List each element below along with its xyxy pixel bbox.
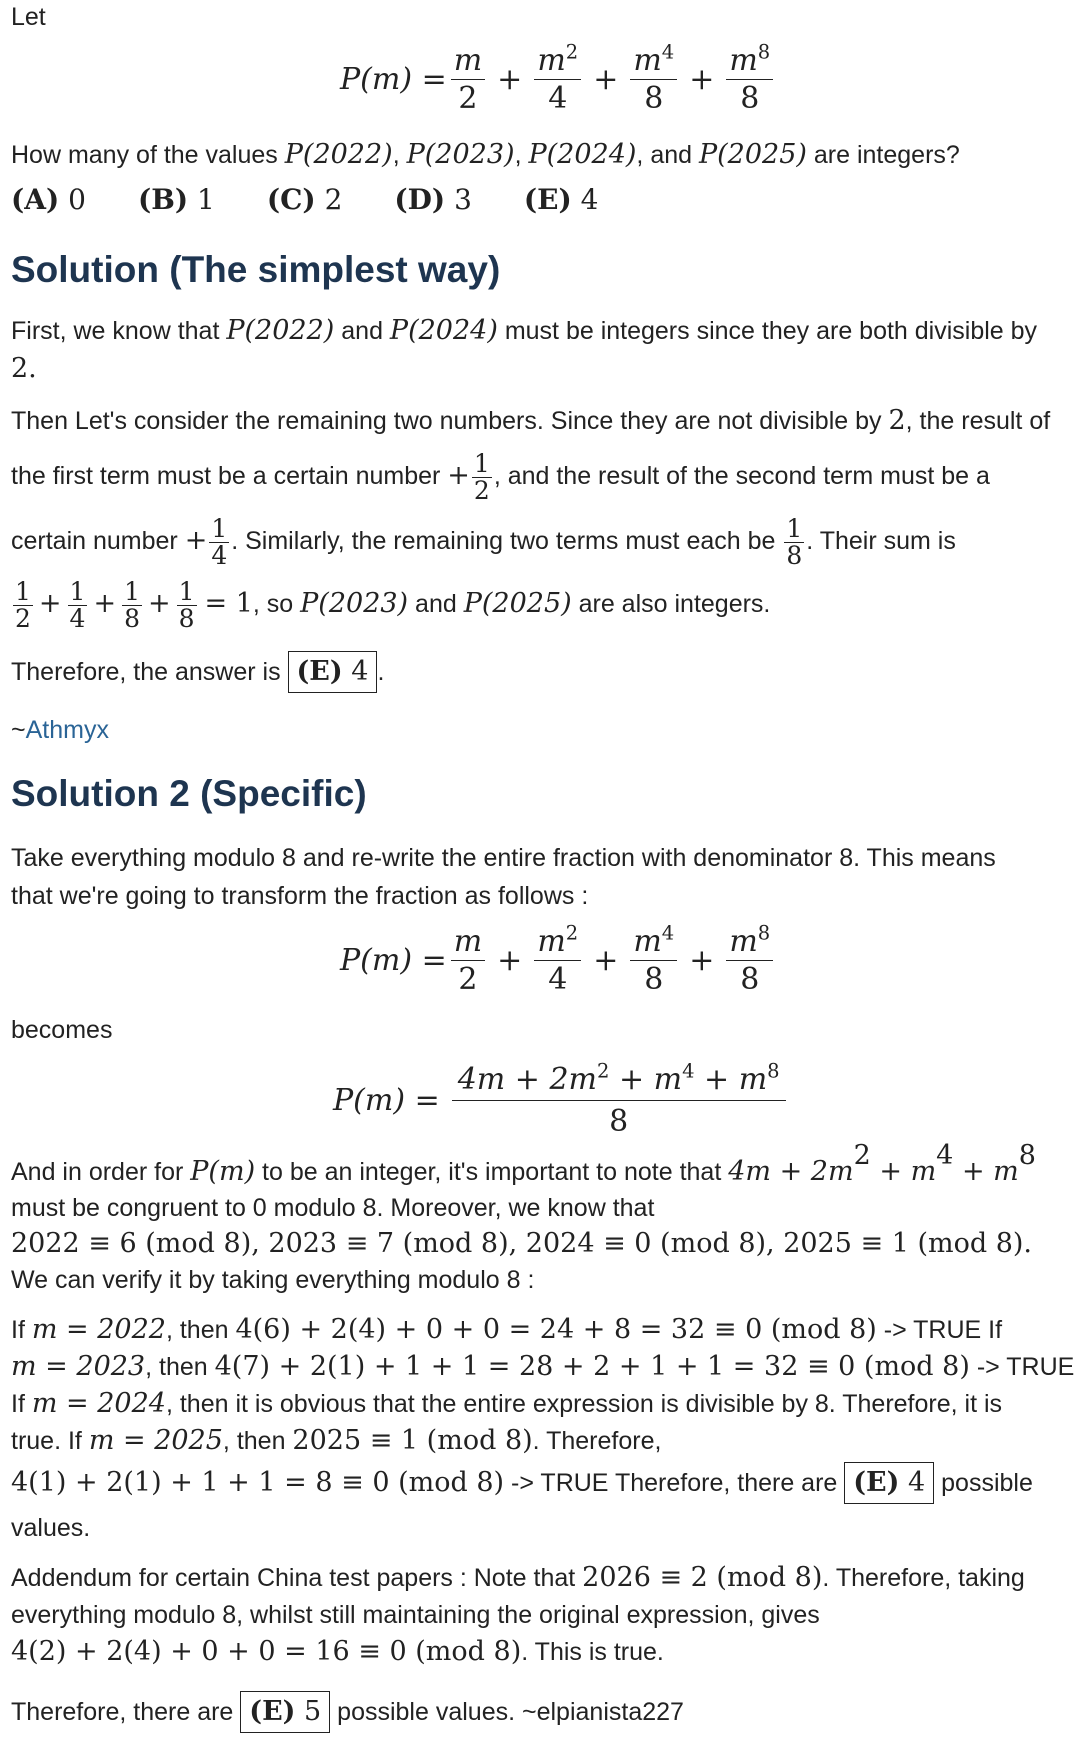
let-text: Let xyxy=(11,3,46,31)
eq-term-3: $\frac{m^4}{8}$ xyxy=(630,44,677,115)
sol2-answer-box: (E) 4 xyxy=(844,1462,934,1504)
final-answer-box: (E) 5 xyxy=(240,1691,330,1733)
sol2-line-values: values. xyxy=(11,1514,91,1542)
sol1-answer-box: (E) 4 xyxy=(288,651,378,693)
sol2-line-3: And in order for P(m) to be an integer, it's important to note that $4m + 2m^2 + m^4 + m^8$ xyxy=(11,1139,1036,1187)
final-line: Therefore, there are (E) 5 possible values. ~elpianista227 xyxy=(11,1690,684,1734)
answer-choices xyxy=(11,183,598,216)
sol2-check-2022: If m = 2022, then 4(6) + 2(4) + 0 + 0 = 24 + 8 = 32 ≡ 0 (mod 8) -> TRUE If xyxy=(11,1314,1003,1345)
sol1-answer-line: Therefore, the answer is (E) 4 . xyxy=(11,650,384,694)
sol1-line-3: Then Let's consider the remaining two numbers. Since they are not divisible by 2, the result of xyxy=(11,405,1051,436)
solution-1-heading: Solution (The simplest way) xyxy=(11,249,501,290)
author-link-athmyx[interactable]: Athmyx xyxy=(25,716,109,744)
sol2-line-2: that we're going to transform the fraction as follows : xyxy=(11,882,589,910)
sol2-check-2025: true. If m = 2025, then 2025 ≡ 1 (mod 8). Therefore, xyxy=(11,1425,662,1456)
sol1-line-5: certain number + $\frac{1}{4}$ . Similarly, the remaining two terms must each be $\frac{1}{8}$ . Their sum is xyxy=(11,513,956,570)
equation-combined: P(m) = $\frac{4m + 2m^2 + m^4 + m^8}{8}$ xyxy=(333,1063,790,1138)
equation-p-of-m: P(m) = $\frac{m}{2}$ + $\frac{m^2}{4}$ + $\frac{m^4}{8}$ + $\frac{m^8}{8}$ xyxy=(340,44,777,115)
eq-lhs: P(m) = xyxy=(340,62,447,97)
sol1-line-1: First, we know that P(2022) and P(2024) must be integers since they are both divisible by xyxy=(11,315,1038,346)
sol2-result-line: 4(1) + 2(1) + 1 + 1 = 8 ≡ 0 (mod 8) -> TRUE Therefore, there are (E) 4 possible xyxy=(11,1461,1033,1505)
sol2-check-2023: m = 2023, then 4(7) + 2(1) + 1 + 1 = 28 + 2 + 1 + 1 = 32 ≡ 0 (mod 8) -> TRUE xyxy=(11,1351,1075,1382)
sol2-line-4: must be congruent to 0 modulo 8. Moreover, we know that xyxy=(11,1194,655,1222)
eq-term-2: $\frac{m^2}{4}$ xyxy=(534,44,581,115)
addendum-line-3: 4(2) + 2(4) + 0 + 0 = 16 ≡ 0 (mod 8). This is true. xyxy=(11,1636,664,1667)
sol2-congruences: 2022 ≡ 6 (mod 8), 2023 ≡ 7 (mod 8), 2024 ≡ 0 (mod 8), 2025 ≡ 1 (mod 8). xyxy=(11,1228,1033,1259)
question-text: How many of the values P(2022), P(2023), P(2024), and P(2025) are integers? xyxy=(11,139,960,170)
addendum-line-1: Addendum for certain China test papers : Note that 2026 ≡ 2 (mod 8). Therefore, taking xyxy=(11,1562,1025,1593)
solution-2-heading: Solution 2 (Specific) xyxy=(11,773,367,814)
sol2-line-1: Take everything modulo 8 and re-write the entire fraction with denominator 8. This means xyxy=(11,844,996,872)
sol1-line-4: the first term must be a certain number + $\frac{1}{2}$ , and the result of the second term must be a xyxy=(11,448,990,505)
eq-term-4: $\frac{m^8}{8}$ xyxy=(726,44,773,115)
sol1-author: ~Athmyx xyxy=(11,716,109,744)
equation-p-of-m-repeat: P(m) = $\frac{m}{2}$ + $\frac{m^2}{4}$ + $\frac{m^4}{8}$ + $\frac{m^8}{8}$ xyxy=(340,925,777,996)
addendum-line-2: everything modulo 8, whilst still maintaining the original expression, gives xyxy=(11,1601,820,1629)
choice-d: (D) 3 xyxy=(394,183,472,216)
choice-e: (E) 4 xyxy=(523,183,599,216)
sol2-line-5: We can verify it by taking everything modulo 8 : xyxy=(11,1266,535,1294)
sol1-line-2: 2. xyxy=(11,353,37,384)
sol2-check-2024: If m = 2024, then it is obvious that the entire expression is divisible by 8. Therefore, it is xyxy=(11,1388,1003,1419)
choice-a: (A) 0 xyxy=(11,183,86,216)
becomes-text: becomes xyxy=(11,1016,113,1044)
choice-b: (B) 1 xyxy=(137,183,215,216)
sol1-line-6: $\frac{1}{2}$ + $\frac{1}{4}$ + $\frac{1}{8}$ + $\frac{1}{8}$ = 1, so P(2023) and P(2025) are also integers. xyxy=(15,576,771,633)
eq-term-1: $\frac{m}{2}$ xyxy=(451,44,485,115)
choice-c: (C) 2 xyxy=(266,183,343,216)
